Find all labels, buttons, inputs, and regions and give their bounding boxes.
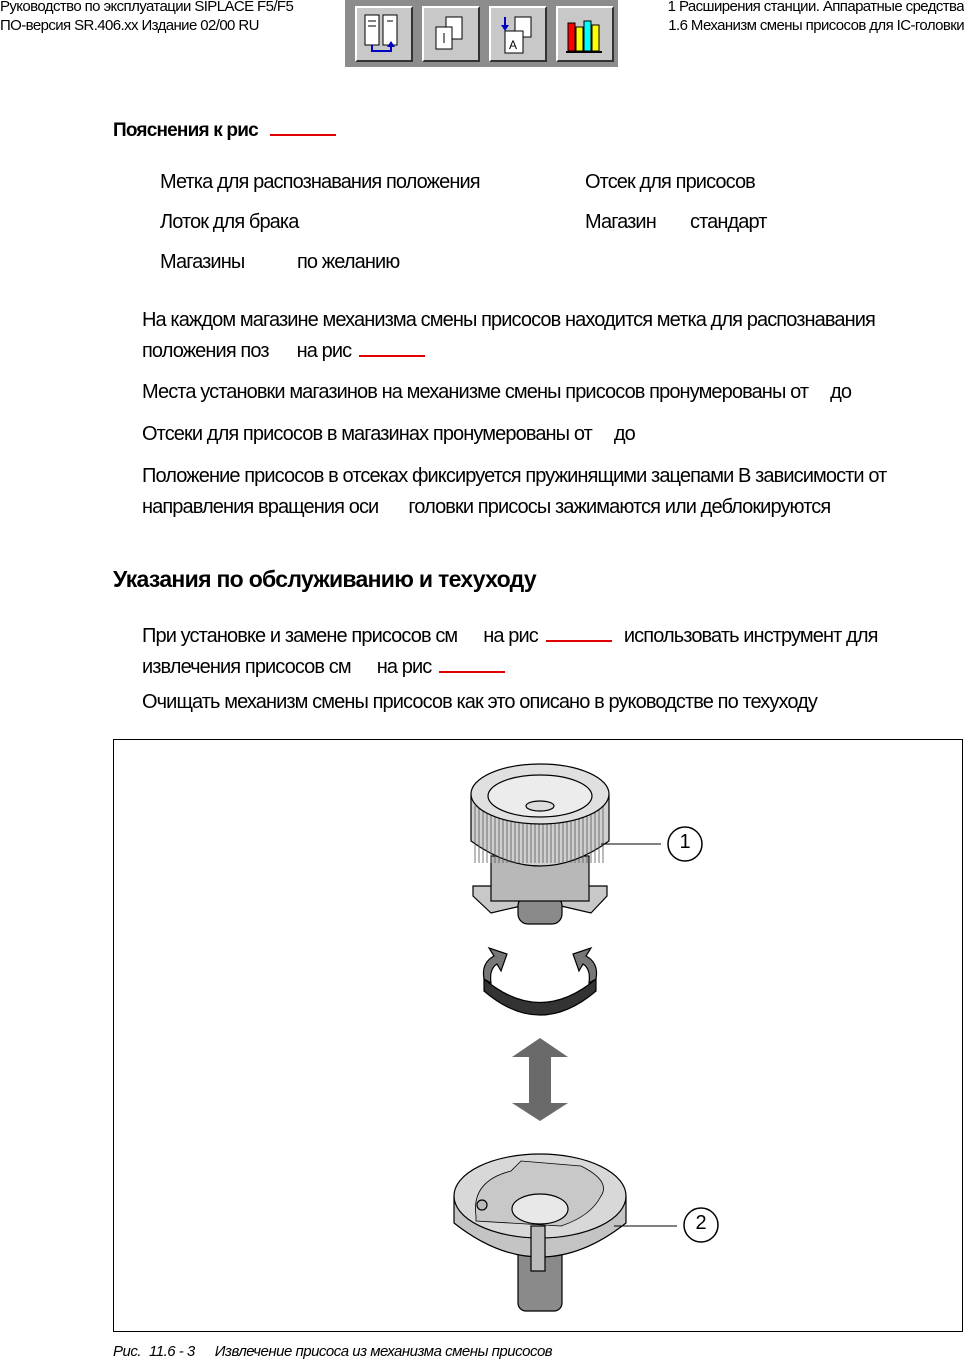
legend-item: по желанию <box>297 251 400 273</box>
paragraph-text: Положение присосов в отсеках фиксируется пружинящими зацепами В зависимости от <box>142 465 887 487</box>
table-of-contents-icon <box>361 11 407 57</box>
paragraph-text: направления вращения оси головки присосы зажимаются или деблокируются <box>142 496 831 518</box>
legend-item: Магазины <box>160 251 245 273</box>
doc-version: ПО-версия SR.406.xx Издание 02/00 RU <box>0 17 259 34</box>
magazine-slot-drawing <box>454 1154 677 1311</box>
figure-reference-link[interactable] <box>439 670 505 673</box>
callout-2: 2 <box>695 1212 707 1234</box>
paragraph-text: положения поз на рис <box>142 340 425 363</box>
figure-frame <box>113 739 963 1332</box>
paragraph-text: Отсеки для присосов в магазинах пронумерованы от до <box>142 423 635 445</box>
chapter-title: 1 Расширения станции. Аппаратные средства <box>667 0 964 15</box>
figure-reference-link[interactable] <box>546 639 612 642</box>
legend-item: Магазин <box>585 211 656 233</box>
library-books-icon <box>562 11 608 57</box>
section-title: 1.6 Механизм смены присосов для IC-головки <box>668 17 964 34</box>
figure-caption: Рис. 11.6 - 3 Извлечение присоса из механизма смены присосов <box>113 1343 553 1360</box>
navigation-toolbar <box>345 0 618 67</box>
pages-button[interactable] <box>422 6 480 62</box>
svg-text:A: A <box>509 38 518 52</box>
library-button[interactable] <box>556 6 614 62</box>
section-heading: Указания по обслуживанию и техуходу <box>113 566 536 592</box>
legend-item: стандарт <box>690 211 767 233</box>
doc-title: Руководство по эксплуатации SIPLACE F5/F5 <box>0 0 294 15</box>
pages-icon <box>428 11 474 57</box>
paragraph-text: извлечения присосов см на рис <box>142 656 505 679</box>
figure-reference-link[interactable] <box>270 133 336 136</box>
nozzle-removal-illustration <box>114 740 964 1333</box>
paragraph-text: На каждом магазине механизма смены присосов находится метка для распознавания <box>142 309 875 331</box>
legend-title: Пояснения к рис <box>113 120 336 142</box>
paragraph-text: Места установки магазинов на механизме смены присосов пронумерованы от до <box>142 381 852 403</box>
toc-button[interactable] <box>355 6 413 62</box>
paragraph-text: Очищать механизм смены присосов как это описано в руководстве по техуходу <box>142 691 818 713</box>
paragraph-text: При установке и замене присосов см на рис использовать инструмент для <box>142 625 878 647</box>
page-navigation-button[interactable] <box>489 6 547 62</box>
legend-item: Лоток для брака <box>160 211 299 233</box>
legend-item: Отсек для присосов <box>585 171 755 193</box>
page-navigation-icon <box>495 11 541 57</box>
figure-reference-link[interactable] <box>359 354 425 357</box>
up-down-arrow-icon <box>512 1038 568 1121</box>
callout-1: 1 <box>679 831 691 853</box>
rotate-arrow-icon <box>483 948 596 1015</box>
legend-item: Метка для распознавания положения <box>160 171 480 193</box>
nozzle-drawing <box>471 764 661 924</box>
